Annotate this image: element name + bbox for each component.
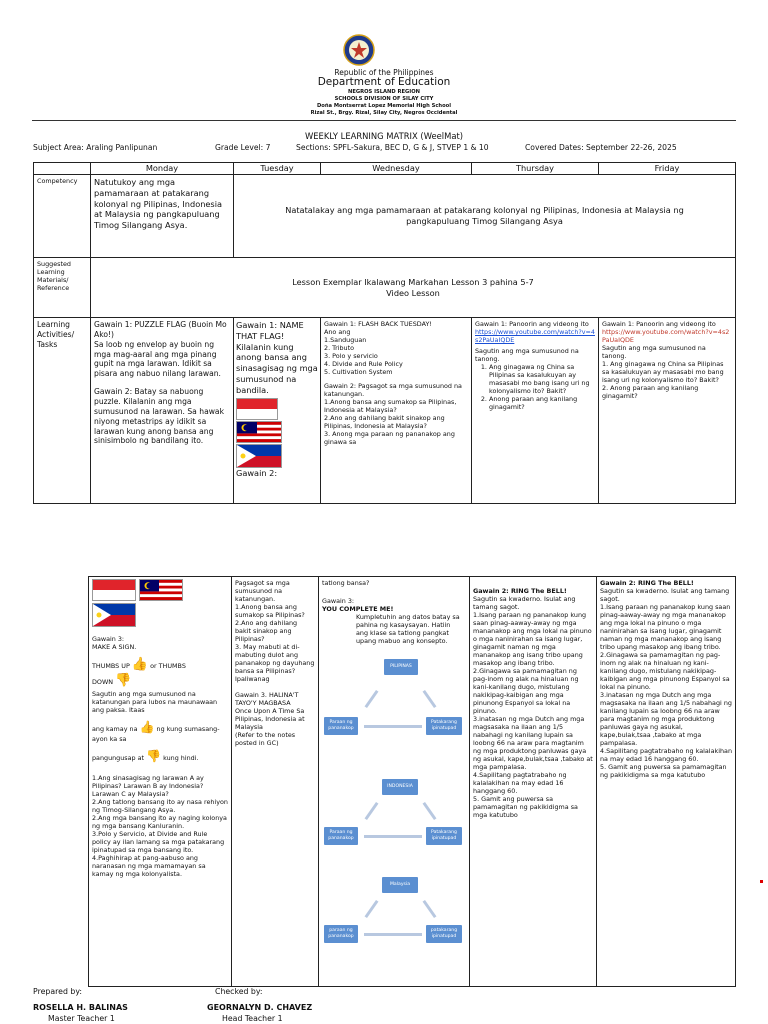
indonesia-flag-icon: [92, 579, 136, 601]
competency-monday: Natutukoy ang mga pamamaraan at patakarang kolonyal ng Pilipinas, Indonesia at Malaysia ng pangkapuluang Timog Silangang Asya.: [91, 175, 234, 258]
checked-by-label: Checked by:: [215, 987, 263, 996]
tuesday-activities-continued: [232, 577, 319, 987]
header-republic: Republic of the Philippines: [334, 68, 434, 77]
day-friday: Friday: [599, 163, 736, 175]
prepared-by-label: Prepared by:: [33, 987, 83, 996]
wed-top: tatlong bansa?: [322, 579, 370, 587]
fri-q2: 2. Anong paraan ang kanilang ginagamit?: [602, 384, 699, 400]
competency-row: [34, 175, 736, 258]
thursday-activities: [472, 318, 599, 504]
fri-video-link[interactable]: https://www.youtube.com/watch?v=4s2PaUaIQDE: [602, 328, 730, 344]
tue-g1: Gawain 1: NAME THAT FLAG! Kilalanin kung anong bansa ang sinasagisag ng mga sumusunod na bandila.: [236, 320, 318, 395]
thu-g2-body: Sagutin sa kwaderno. Isulat ang tamang sagot. 1.Isang paraan ng pananakop kung saan pinag-aaway-away ng mga mananakop ang mga lokal na pinuno o mga naninirahan sa isang lugar, ginagamit naman ng mga mananakop ang isang tribo upang masakop ang ibang tribo. 2.Ginagawa sa pamamagitan ng pag-inom ng alak na hinaluan ng kani-kanilang dugo, mistulang nakikipag-kaibigan ang mga pinunong Espanyol sa lokal na pinuno. 3.inatasan ng mga Dutch ang mga magsasaka na ilaan ang 1/5 nabahagi ng kanilang lupain sa loobng 66 na araw para magtanim ng mga produktong panluwas gaya ng asukal, kape,bulak,tsaa ,tabako at mga pampalasa. 4.Sapilitang pagtatrabaho ng kalalakihan na may edad 16 hanggang 60. 5. Gamit ang puwersa sa pamamagitan ng pakikidigma sa mga katutubo: [473, 595, 593, 819]
fri-g2-body: Sagutin sa kwaderno. Isulat ang tamang sagot. 1.Isang paraan ng pananakop kung saan pinag-aaway-away ng mga mananakop ang mga lokal na pinuno o mga naninirahan sa isang lugar, ginagamit naman ng mga mananakop ang isang tribo upang masakop ang ibang tribo. 2.Ginagawa sa pamamagitan ng pag-inom ng alak na hinaluan ng kani-kanilang dugo, mistulang nakikipag-kaibigan ang mga pinunong Espanyol sa lokal na pinuno. 3.inatasan ng mga Dutch ang mga magsasaka na ilaan ang 1/5 nabahagi ng kanilang lupain sa loobng 66 na araw para magtanim ng mga produktong panluwas gaya ng asukal, kape,bulak,tsaa ,tabako at mga pampalasa. 4.Sapilitang pagtatrabaho ng kalalakihan na may edad 16 hanggang 60. 5. Gamit ang puwersa sa pamamagitan ng pakikidigma sa mga katutubo: [600, 587, 732, 779]
mon-kamay: ang kamay na: [92, 724, 138, 733]
wed-g3-title: YOU COMPLETE ME!: [322, 605, 394, 613]
materials-line1: Lesson Exemplar Ikalawang Markahan Lesson 3 pahina 5-7: [292, 276, 534, 287]
materials-row: [34, 258, 736, 318]
subject-area: Subject Area: Araling Panlipunan: [33, 143, 158, 152]
header-division: SCHOOLS DIVISION OF SILAY CITY: [334, 96, 434, 102]
grade-level: Grade Level: 7: [215, 143, 271, 152]
fri-g2-title: Gawain 2: RING The BELL!: [600, 579, 694, 587]
tue-g2-start: Gawain 2:: [236, 467, 278, 478]
deped-seal-icon: [343, 34, 375, 66]
tuesday-activities: [234, 318, 321, 504]
wed-q3: 3. Anong mga paraan ng pananakop ang ginawa sa: [324, 430, 455, 446]
day-monday: Monday: [91, 163, 234, 175]
wed-g3-body: Kumpletuhin ang datos batay sa pahina ng kasaysayan. Hatiin ang klase sa tatlong pangkat upang mabuo ang konsepto.: [356, 613, 460, 645]
wed-q1: 1.Anong bansa ang sumakop sa Pilipinas, Indonesia at Malaysia?: [324, 398, 457, 414]
mon-g2-body: Gawain 2: Batay sa nabuong puzzle. Kilalanin ang mga sumusunod na larawan. Sa hawak niyong metastrips ay idikit sa larawan kung anong bansa ang sinisimbolo ng bandilang ito.: [94, 387, 224, 446]
day-tuesday: Tuesday: [234, 163, 321, 175]
thumbs-down-icon: 👎: [115, 673, 132, 689]
covered-dates: Covered Dates: September 22-26, 2025: [525, 143, 677, 152]
thu-video-link[interactable]: https://www.youtube.com/watch?v=4s2PaUaIQDE: [475, 328, 595, 344]
mon-kung1: ng kung sumasang-ayon ka sa: [92, 724, 220, 743]
indonesia-flag-icon: [236, 398, 278, 420]
friday-activities: [599, 318, 736, 504]
sections: Sections: SPFL-Sakura, BEC D, G & J, STVEP 1 & 10: [296, 143, 489, 152]
thumbs-up-icon: 👍: [131, 657, 149, 672]
wed-item-2: 2. Tributo: [324, 344, 355, 352]
days-header-row: [34, 163, 736, 175]
thursday-activities-continued: [470, 577, 597, 987]
diagram-arrow: [423, 690, 437, 708]
thumbs-up-icon-2: 👍: [139, 719, 155, 734]
thumbs-up-label: THUMBS UP: [92, 662, 130, 670]
diagram-arrow: [364, 835, 422, 838]
diagram-arrow: [365, 802, 379, 820]
materials-line2: Video Lesson: [386, 287, 440, 298]
wed-item-4: 4. Divide and Rule Policy: [324, 360, 403, 368]
materials-cell: [91, 258, 736, 318]
diagram-arrow: [423, 802, 437, 820]
checked-by-name: GEORNALYN D. CHAVEZ: [207, 1003, 313, 1012]
activities-row-continued: [89, 577, 736, 987]
thu-g2-title: Gawain 2: RING The BELL!: [473, 587, 567, 595]
diagram-arrow: [365, 900, 379, 918]
red-mark: [760, 880, 763, 883]
mon-items: 1.Ang sinasagisag ng larawan A ay Pilipinas? Larawan B ay Indonesia? Larawan C ay Malaysia? 2.Ang tatlong bansang ito ay nasa rehiyon ng Timog-Silangang Asya. 2.Ang mga bansang ito ay naging kolonya ng mga bansang Kanluranin. 3.Polo y Servicio, at Divide and Rule policy ay ilan lamang sa mga patakarang ipinatupad sa mga bansang ito. 4.Paghihirap at pang-aabuso ang naranasan ng mga mamamayan sa kamay ng mga kolonyalista.: [92, 773, 228, 878]
tue-g3: Gawain 3. HALINA'T TAYO'Y MAGBASA Once Upon A Time Sa Pilipinas, Indonesia at Malaysia (Refer to the notes posted in GC): [235, 691, 305, 747]
malaysia-flag-icon: [139, 579, 183, 601]
philippines-flag-icon: [236, 444, 282, 468]
mon-g1-body: Sa loob ng envelop ay buoin ng mga mag-aaral ang mga pinang gupit na mga larawan. Idikit sa pisara ang nabuo nilang larawan.: [94, 339, 221, 379]
down-label: DOWN: [92, 678, 114, 687]
wed-q2: 2.Ano ang dahilang bakit sinakop ang Pilipinas, Indonesia at Malaysia?: [324, 414, 445, 430]
thu-instr: Sagutin ang mga sumusunod na tanong.: [475, 347, 579, 363]
diagram-paraan-1: Paraan ng pananakop: [324, 717, 358, 735]
prepared-by-name: ROSELLA H. BALINAS: [33, 1003, 128, 1012]
header-department: Department of Education: [317, 76, 451, 88]
mon-pangungusap: pangungusap at: [92, 753, 145, 762]
wednesday-activities-continued: [319, 577, 470, 987]
competency-label: Competency: [34, 175, 91, 258]
diagram-arrow: [364, 933, 422, 936]
concept-diagram: [322, 651, 466, 951]
tue-text: Pagsagot sa mga sumusunod na katanungan. 1.Anong bansa ang sumakop sa Pilipinas? 2.Ano ang dahilang bakit sinakop ang Pilipinas? 3. May mabuti at di-mabuting dulot ang pananakop ng dayuhang bansa sa Pilipinas? Ipaliwanag: [235, 579, 315, 683]
mon-g3: Gawain 3:: [92, 635, 125, 643]
or-thumbs-label: or THUMBS: [150, 662, 186, 670]
wed-title: Gawain 1: FLASH BACK TUESDAY!: [324, 320, 432, 328]
wed-g2: Gawain 2: Pagsagot sa mga sumusunod na katanungan.: [324, 382, 462, 398]
day-wednesday: Wednesday: [321, 163, 472, 175]
mon-instr: Sagutin ang mga sumusunod na katanungan para lubos na maunawaan ang paksa. Itaas: [92, 689, 218, 714]
diagram-arrow: [423, 900, 437, 918]
flags-row: [92, 579, 228, 601]
diagram-patakaran-2: Patakarang ipinatupad: [426, 827, 462, 845]
diagram-patakaran-1: Patakarang ipinatupad: [426, 717, 462, 735]
matrix-title: WEEKLY LEARNING MATRIX (WeelMat): [304, 131, 464, 141]
mon-make-sign: MAKE A SIGN.: [92, 643, 137, 651]
mon-kung2: kung hindi.: [163, 753, 199, 762]
monday-activities: [91, 318, 234, 504]
thu-q1: 1. Ang ginagawa ng China sa Pilipinas sa kasalukuyan ay masasabi mo bang isang uri ng kolonyalismo ito? Bakit?: [489, 363, 595, 395]
fri-g1: Gawain 1: Panoorin ang videong ito: [602, 320, 716, 328]
header-school: Doña Montserrat Lopez Memorial High School: [316, 103, 452, 109]
thu-q2: 2. Anong paraan ang kanilang ginagamit?: [489, 395, 595, 411]
monday-activities-continued: [89, 577, 232, 987]
fri-q1: 1. Ang ginagawa ng China sa Pilipinas sa kasalukuyan ay masasabi mo bang isang uri ng kolonyalismo ito? Bakit?: [602, 360, 724, 384]
weekly-matrix-table-page2: [88, 576, 736, 987]
wed-item-1: 1.Sanduguan: [324, 336, 367, 344]
wed-item-5: 5. Cultivation System: [324, 368, 393, 376]
checked-by-title: Head Teacher 1: [222, 1014, 283, 1023]
diagram-patakaran-3: patakarang ipinatupad: [426, 925, 462, 943]
wed-g3: Gawain 3:: [322, 597, 355, 605]
thumbs-line: [92, 657, 228, 673]
wed-intro: Ano ang: [324, 328, 351, 336]
activities-label: Learning Activities/ Tasks: [34, 318, 91, 504]
wed-item-3: 3. Polo y servicio: [324, 352, 378, 360]
diagram-arrow: [365, 690, 379, 708]
day-thursday: Thursday: [472, 163, 599, 175]
fri-instr: Sagutin ang mga sumusunod na tanong.: [602, 344, 706, 360]
thu-g1: Gawain 1: Panoorin ang videong ito: [475, 320, 589, 328]
competency-rest: Natatalakay ang mga pamamaraan at patakarang kolonyal ng Pilipinas, Indonesia at Malaysia ng pangkapuluang Timog Silangang Asya: [234, 175, 736, 258]
diagram-pilipinas: PILIPINAS: [384, 659, 418, 675]
wednesday-activities: [321, 318, 472, 504]
mon-g1-title: Gawain 1: PUZZLE FLAG (Buoin Mo Ako!): [94, 320, 227, 339]
diagram-paraan-3: paraan ng pananakop: [324, 925, 358, 943]
friday-activities-continued: [597, 577, 736, 987]
weekly-matrix-table-page1: [33, 162, 736, 504]
diagram-arrow: [364, 725, 422, 728]
header-region: NEGROS ISLAND REGION: [347, 89, 420, 95]
prepared-by-title: Master Teacher 1: [48, 1014, 115, 1023]
corner-cell: [34, 163, 91, 175]
philippines-flag-icon: [92, 603, 136, 627]
header-divider: [32, 120, 736, 121]
diagram-indonesia: INDONESIA: [382, 779, 418, 795]
malaysia-flag-icon: [236, 421, 282, 443]
thumbs-down-icon-2: 👎: [146, 748, 162, 763]
materials-label: Suggested Learning Materials/ Reference: [34, 258, 91, 318]
header-address: Rizal St., Brgy. Rizal, Silay City, Negros Occidental: [310, 110, 458, 116]
activities-row: [34, 318, 736, 504]
diagram-malaysia: Malaysia: [382, 877, 418, 893]
diagram-paraan-2: Paraan ng pananakop: [324, 827, 358, 845]
